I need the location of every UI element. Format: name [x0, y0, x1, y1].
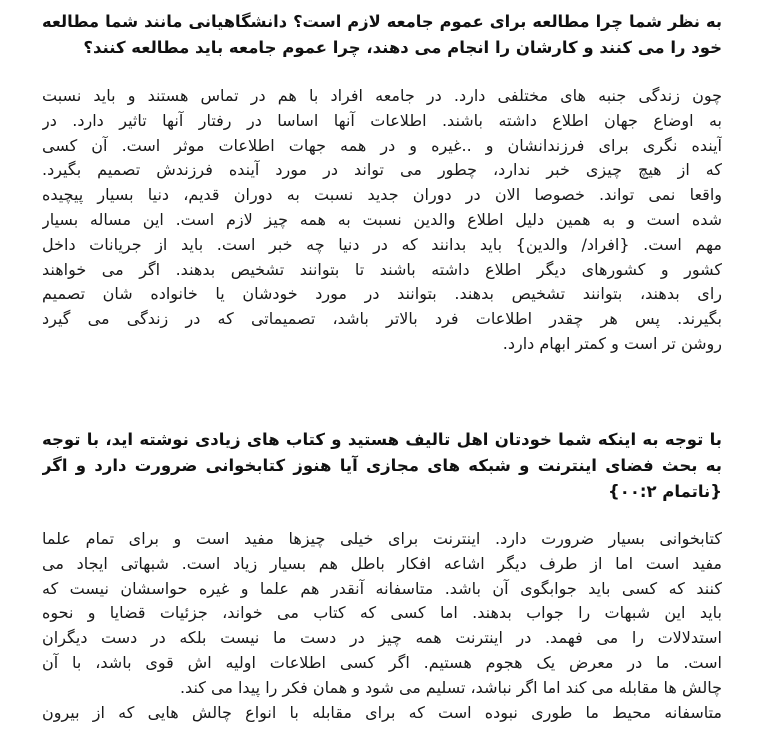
answer-line: آینده نگری برای فرزندانشان و ..غیره و در همه جهات اطلاعات موثر است. آن کسی: [42, 135, 722, 155]
question-line: خود را می کنند و کارشان را انجام می دهند، چرا عموم جامعه باید مطالعه کنند؟: [83, 38, 722, 57]
question-line: به نظر شما چرا مطالعه برای عموم جامعه لازم است؟ دانشگاهیانی مانند شما مطالعه: [42, 12, 722, 31]
question-2: [42, 427, 722, 505]
question-1: [42, 9, 722, 61]
question-line: {ناتمام ۰۰:۲}: [608, 482, 722, 501]
answer-line: کتابخوانی بسیار ضرورت دارد. اینترنت برای خیلی چیزها مفید است و برای تمام علما: [42, 529, 722, 548]
answer-line: چون زندگی جنبه های مختلفی دارد. در جامعه افراد با هم در تماس هستند و باید نسبت: [42, 86, 722, 105]
answer-line: که از هیچ چیزی خبر ندارد، چطور می تواند در مورد آینده فرزندش تصمیم بگیرد.: [42, 160, 722, 180]
question-line: به بحث فضای اینترنت و شبکه های مجازی آیا هنوز کتابخوانی ضرورت دارد و اگر: [42, 456, 722, 475]
answer-line: روشن تر است و کمتر ابهام دارد.: [502, 333, 722, 353]
answer-line: متاسفانه محیط ما طوری نبوده است که برای مقابله با انواع چالش هایی که از بیرون: [42, 702, 722, 722]
answer-line: مفید است اما از طرف دیگر اشاعه افکار باطل هم بسیار زیاد است. شبهاتی ایجاد می: [42, 553, 722, 573]
answer-line: به اوضاع جهان اطلاع داشته باشند. اطلاعات آنها اساسا در رفتار آنها تاثیر دارد. در: [42, 110, 722, 130]
answer-1: [42, 84, 722, 357]
answer-line: چالش ها مقابله می کند اما اگر نباشد، تسلیم می شود و همان فکر را پیدا می کند.: [179, 677, 722, 697]
answer-line: کنند که کسی باید جوابگوی آن باشد. متاسفانه آنقدر هم علما و غیره حواسشان نیست که: [42, 578, 722, 598]
answer-line: مهم است. {افراد/ والدین} باید بدانند که در دنیا چه خبر است. باید از جریانات داخل: [42, 234, 722, 254]
answer-line: باید این شبهات را جواب بدهند. اما کسی که کتاب می خواند، جزئیات قضایا و نحوه: [42, 603, 722, 623]
answer-line: بگیرند. پس هر چقدر اطلاعات فرد بالاتر باشد، تصمیماتی که در زندگی می گیرد: [42, 309, 722, 329]
answer-2: [42, 527, 722, 725]
answer-line: شده است و به همین دلیل اطلاع والدین نسبت به همه چیز لازم است. این مساله بسیار: [42, 209, 722, 229]
question-line: با توجه به اینکه شما خودتان اهل تالیف هستید و کتاب های زیادی نوشته اید، با توجه: [42, 430, 722, 449]
answer-line: رای بدهند، بتوانند تشخیص بدهند. بتوانند در مورد خودشان یا خانواده شان تصمیم: [42, 284, 722, 304]
answer-line: است. ما در معرض یک هجوم هستیم. اگر کسی اطلاعات اولیه اش قوی باشد، با آن: [42, 652, 722, 672]
answer-line: کشور و کشورهای دیگر اطلاع داشته باشند تا بتوانند تشخیص بدهند. اگر می خواهند: [42, 259, 722, 279]
answer-line: واقعا نمی تواند. خصوصا الان در دوران جدید نسبت به دوران قدیم، دنیا بسیار پیچیده: [42, 185, 722, 205]
answer-line: استدلالات را می فهمد. در اینترنت همه چیز در دست ما نیست بلکه در دست دیگران: [42, 628, 722, 648]
